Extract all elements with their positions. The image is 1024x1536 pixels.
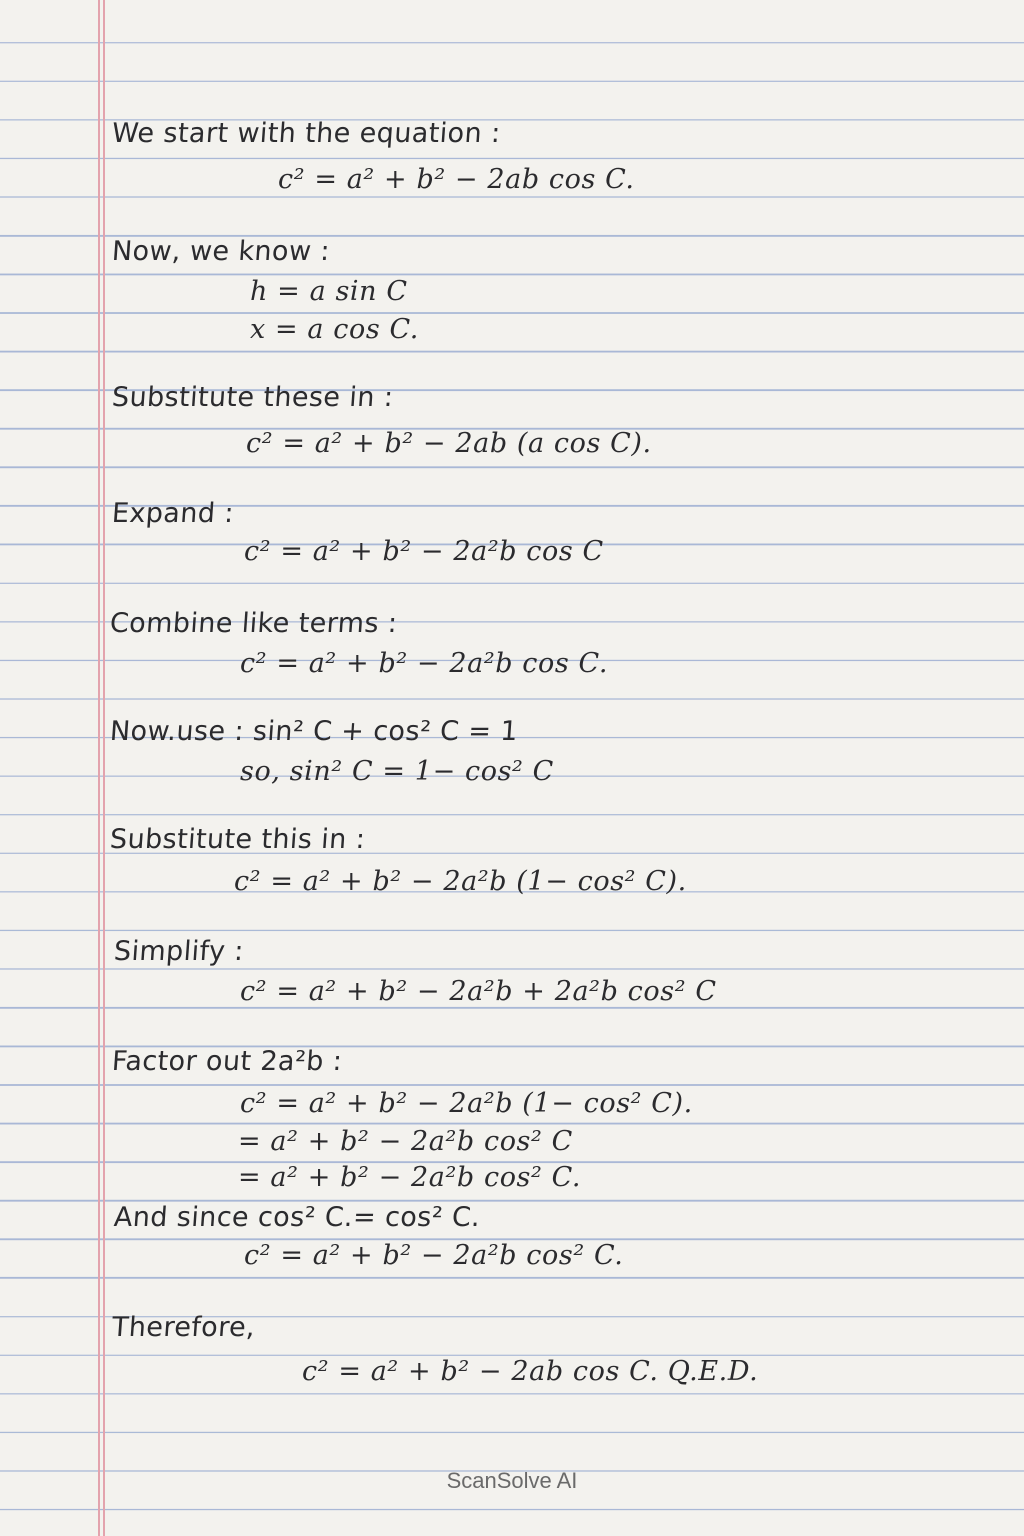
equation-x: x = a cos C. [250, 314, 419, 345]
intro-text: We start with the equation : [110, 118, 502, 149]
equation-final-qed: c² = a² + b² − 2ab cos C. Q.E.D. [302, 1356, 759, 1387]
equation-sin-squared: so, sin² C = 1− cos² C [240, 756, 554, 787]
identity-text: Now.use : sin² C + cos² C = 1 [108, 716, 520, 747]
substitute-text: Substitute these in : [110, 382, 395, 413]
equation-factored: c² = a² + b² − 2a²b (1− cos² C). [240, 1088, 693, 1119]
equation-h: h = a sin C [250, 276, 408, 307]
equation-expanded: c² = a² + b² − 2a²b cos C [244, 536, 604, 567]
therefore-text: Therefore, [110, 1312, 257, 1343]
margin-line-inner [103, 0, 105, 1536]
combine-text: Combine like terms : [108, 608, 399, 639]
now-we-know-text: Now, we know : [110, 236, 331, 267]
equation-simplified: c² = a² + b² − 2a²b + 2a²b cos² C [240, 976, 717, 1007]
equation-combined: c² = a² + b² − 2a²b cos C. [240, 648, 608, 679]
and-since-text: And since cos² C.= cos² C. [112, 1202, 482, 1233]
watermark: ScanSolve AI [446, 1468, 578, 1493]
equation-factored-step-2: = a² + b² − 2a²b cos² C [238, 1126, 573, 1157]
equation-restated: c² = a² + b² − 2a²b cos² C. [244, 1240, 624, 1271]
equation-law-of-cosines: c² = a² + b² − 2ab cos C. [278, 164, 635, 195]
expand-text: Expand : [110, 498, 235, 529]
equation-substituted-identity: c² = a² + b² − 2a²b (1− cos² C). [234, 866, 687, 897]
margin-line [98, 0, 100, 1536]
simplify-text: Simplify : [112, 936, 245, 967]
equation-factored-step-3: = a² + b² − 2a²b cos² C. [238, 1162, 582, 1193]
equation-substituted: c² = a² + b² − 2ab (a cos C). [246, 428, 652, 459]
substitute-this-text: Substitute this in : [108, 824, 367, 855]
factor-text: Factor out 2a²b : [110, 1046, 344, 1077]
